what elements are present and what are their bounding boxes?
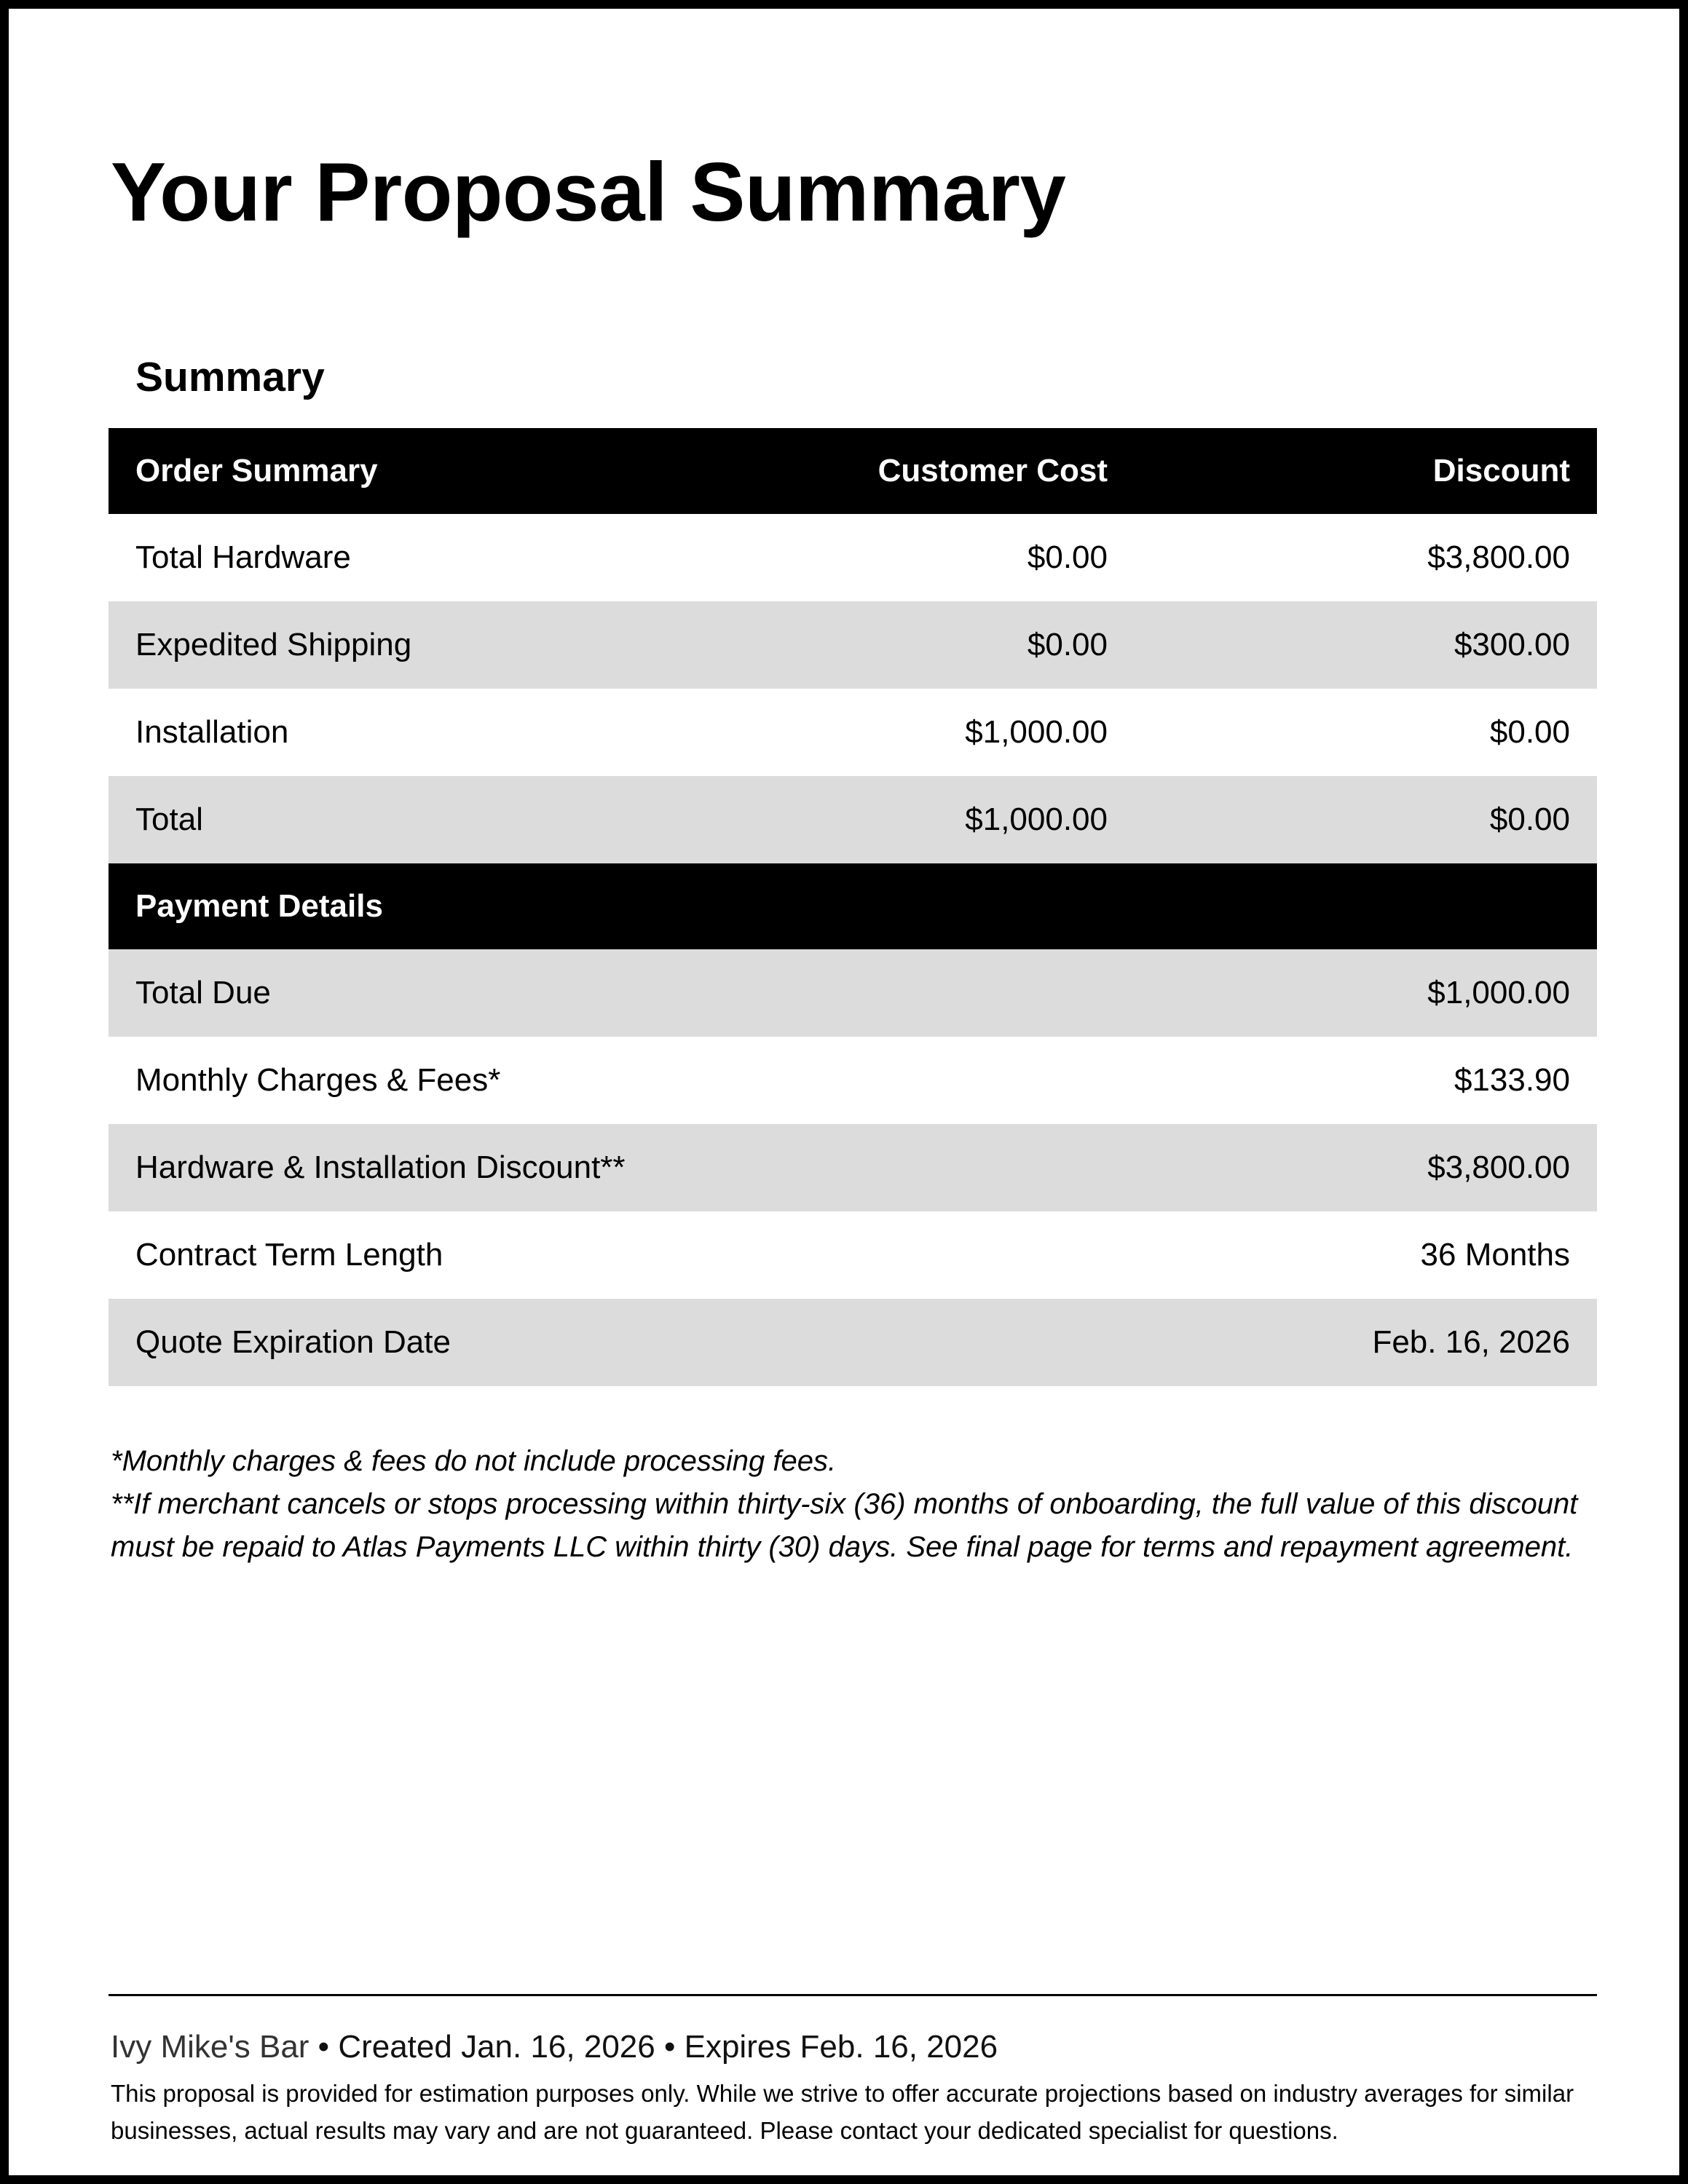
header-customer-cost: Customer Cost (877, 453, 1108, 488)
table-row (109, 949, 1597, 1037)
header-payment-details: Payment Details (135, 888, 383, 924)
row-label: Total (135, 802, 203, 837)
summary-table (109, 428, 1597, 1386)
row-discount: $0.00 (1489, 802, 1570, 837)
footer-summary-line (111, 2027, 998, 2068)
created-date: Created Jan. 16, 2026 (338, 2029, 655, 2065)
table-row (109, 1037, 1597, 1124)
separator: • (655, 2029, 685, 2065)
row-label: Quote Expiration Date (135, 1324, 451, 1360)
row-value: $3,800.00 (1427, 1150, 1570, 1185)
page-title: Your Proposal Summary (111, 146, 1066, 239)
business-name: Ivy Mike's Bar (111, 2029, 309, 2065)
expires-date: Expires Feb. 16, 2026 (684, 2029, 998, 2065)
row-label: Contract Term Length (135, 1237, 443, 1273)
footnote-monthly-fees: *Monthly charges & fees do not include processing fees. (111, 1445, 837, 1477)
row-discount: $300.00 (1454, 627, 1570, 662)
row-label: Installation (135, 714, 289, 750)
table-row (109, 1211, 1597, 1299)
row-label: Total Due (135, 975, 271, 1010)
table-row-total (109, 776, 1597, 863)
footer-divider (109, 1994, 1597, 1996)
section-title: Summary (135, 354, 325, 400)
row-customer-cost: $0.00 (1027, 539, 1108, 575)
row-label: Monthly Charges & Fees* (135, 1062, 501, 1098)
row-label: Hardware & Installation Discount** (135, 1150, 626, 1185)
row-customer-cost: $1,000.00 (965, 802, 1108, 837)
separator: • (309, 2029, 339, 2065)
table-row (109, 1124, 1597, 1211)
table-row (109, 601, 1597, 689)
table-row (109, 689, 1597, 776)
header-order-summary: Order Summary (135, 453, 378, 488)
row-label: Total Hardware (135, 539, 351, 575)
row-customer-cost: $0.00 (1027, 627, 1108, 662)
row-value: $133.90 (1454, 1062, 1570, 1098)
table-row (109, 1299, 1597, 1386)
row-discount: $0.00 (1489, 714, 1570, 750)
footnotes (111, 1440, 1604, 1569)
row-value: 36 Months (1420, 1237, 1570, 1273)
row-label: Expedited Shipping (135, 627, 412, 662)
footnote-discount-repayment: **If merchant cancels or stops processing within thirty-six (36) months of onboarding, the full value of this discount must be repaid to Atlas Payments LLC within thirty (30) days. See final page for terms and repayment agreement. (111, 1488, 1578, 1563)
table-row (109, 514, 1597, 601)
order-summary-header-row (109, 428, 1597, 514)
row-customer-cost: $1,000.00 (965, 714, 1108, 750)
row-discount: $3,800.00 (1427, 539, 1570, 575)
header-discount: Discount (1432, 453, 1570, 488)
payment-details-header-row (109, 863, 1597, 949)
footer-disclaimer: This proposal is provided for estimation purposes only. While we strive to offer accurate projections based on industry averages for similar businesses, actual results may vary and are not guaranteed. Please contact your dedicated specialist for questions. (111, 2080, 1574, 2144)
row-value: $1,000.00 (1427, 975, 1570, 1010)
row-value: Feb. 16, 2026 (1372, 1324, 1570, 1360)
